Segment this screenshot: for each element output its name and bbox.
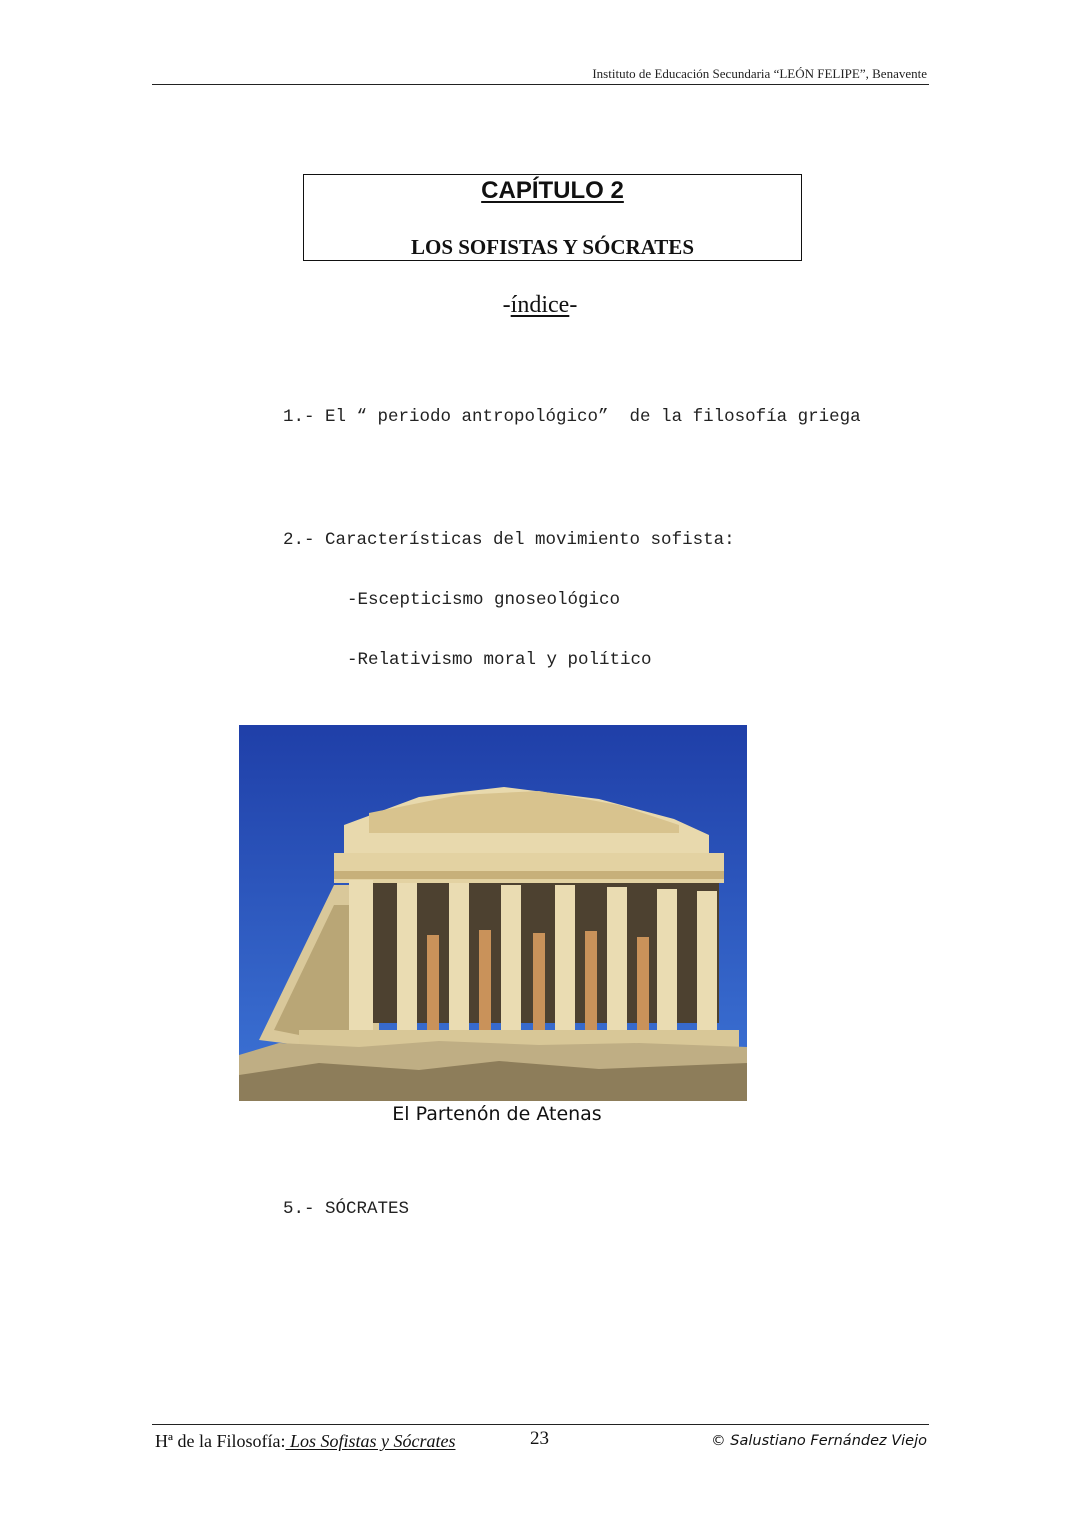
index-prefix: -	[502, 292, 511, 318]
footer-subject	[155, 1431, 455, 1452]
footer-subject-prefix: Hª de la Filosofía:	[155, 1431, 286, 1451]
chapter-number: CAPÍTULO 2	[481, 177, 624, 204]
page-number: 23	[530, 1428, 549, 1449]
toc-item-text: 5.- SÓCRATES	[283, 1199, 410, 1219]
toc-subitem: -Relativismo moral y político	[347, 650, 652, 670]
footer-subject-title: Los Sofistas y Sócrates	[285, 1431, 456, 1451]
parthenon-photo	[239, 725, 747, 1101]
chapter-subtitle: LOS SOFISTAS Y SÓCRATES	[410, 235, 694, 259]
toc-item-text: 2.- Características del movimiento sofista:	[283, 530, 735, 550]
toc-item-5	[283, 1159, 883, 1259]
index-suffix: -	[569, 292, 578, 318]
header-rule	[152, 84, 929, 85]
footer-copyright: © Salustiano Fernández Viejo	[711, 1433, 927, 1449]
header-institution: Instituto de Educación Secundaria “LEÓN FELIPE”, Benavente	[592, 66, 927, 81]
photo-caption: El Partenón de Atenas	[392, 1103, 602, 1125]
chapter-title-box	[303, 174, 802, 261]
toc-item-1	[283, 367, 883, 467]
toc-subitem: -Escepticismo gnoseológico	[347, 590, 621, 610]
index-heading	[0, 292, 1080, 319]
index-word: índice	[510, 292, 570, 318]
footer-rule	[152, 1424, 929, 1425]
toc-item-2	[283, 490, 883, 710]
toc-item-text: 1.- El “ periodo antropológico” de la filosofía griega	[283, 407, 861, 427]
